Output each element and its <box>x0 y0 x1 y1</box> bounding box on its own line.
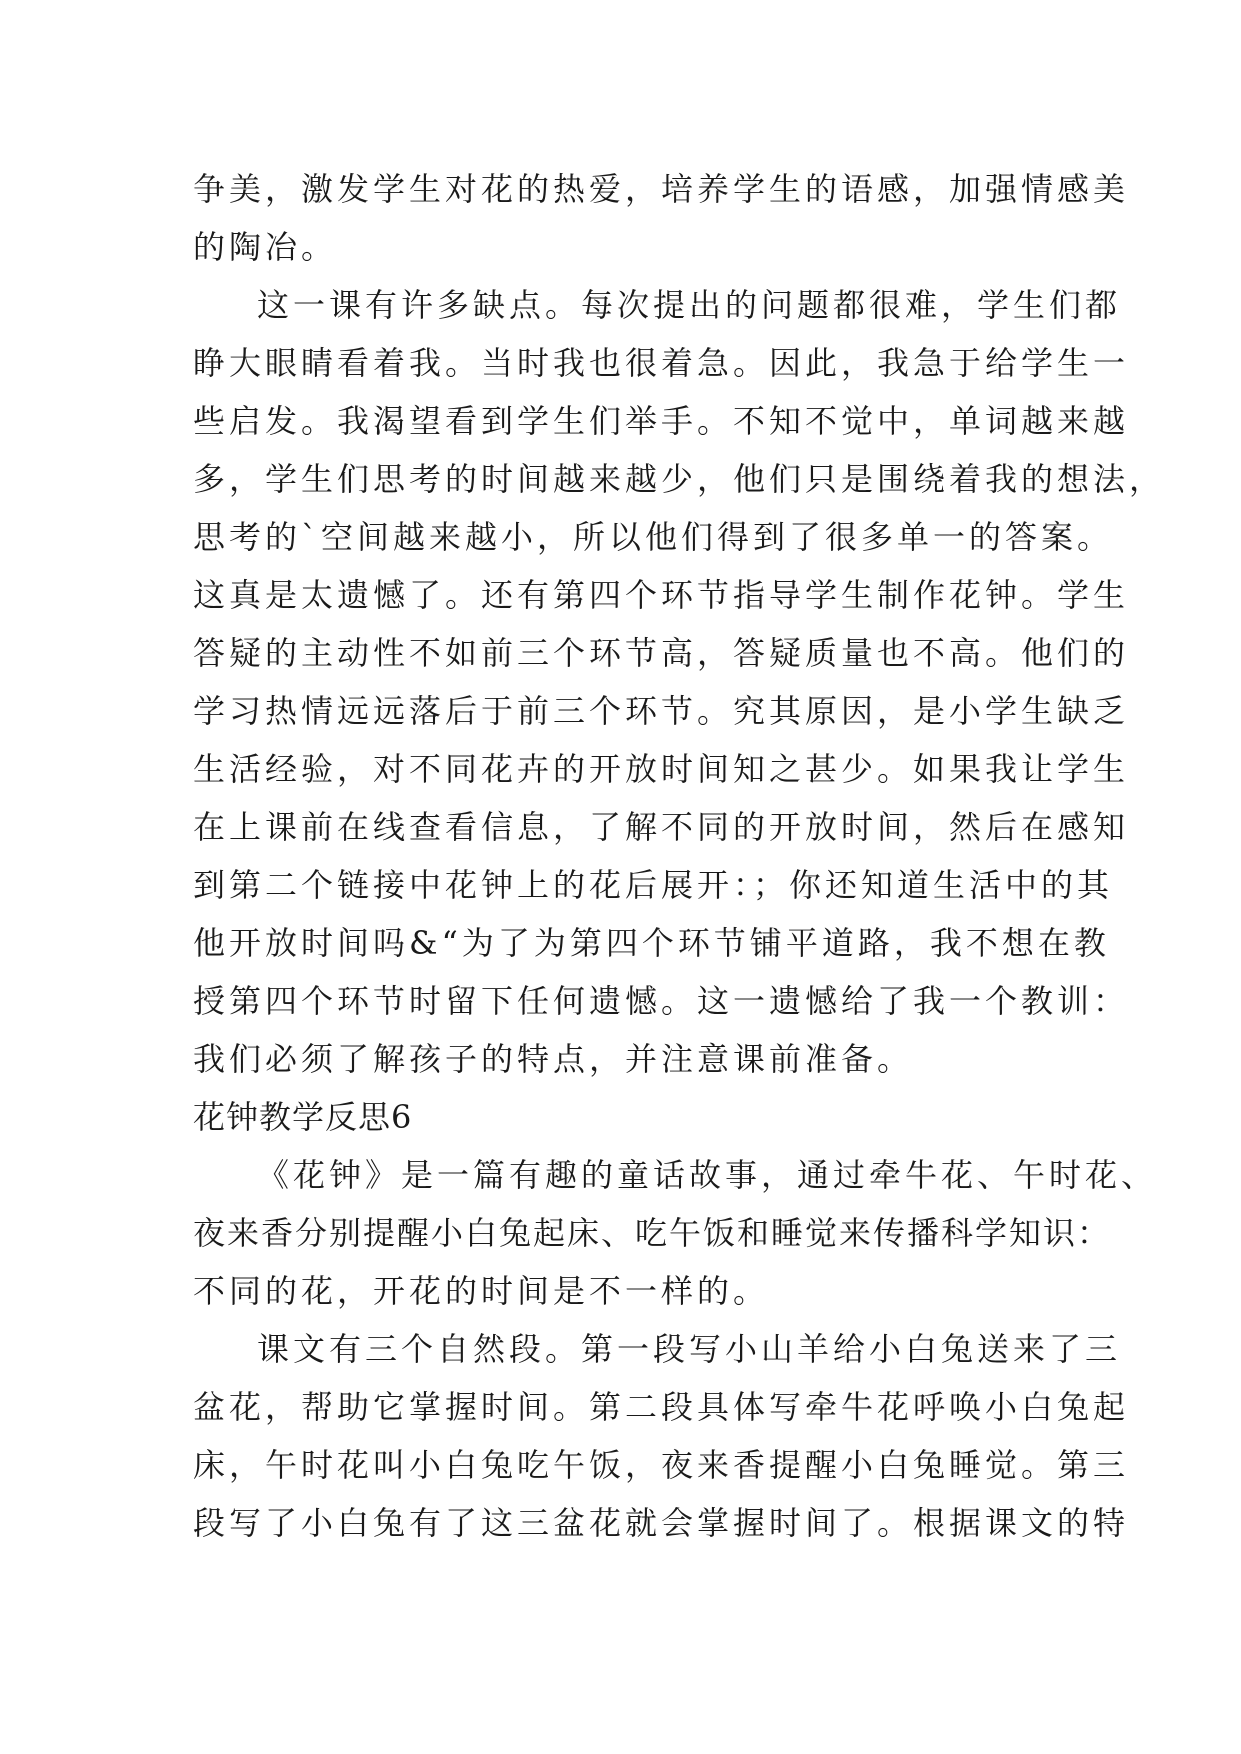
text-line: 睁大眼睛看着我。当时我也很着急。因此，我急于给学生一 <box>193 344 1130 382</box>
text-line: 在上课前在线查看信息，了解不同的开放时间，然后在感知 <box>193 808 1130 846</box>
text-line: 夜来香分别提醒小白兔起床、吃午饭和睡觉来传播科学知识： <box>193 1214 1112 1252</box>
text-line: 不同的花，开花的时间是不一样的。 <box>193 1272 770 1310</box>
text-line: 授第四个环节时留下任何遗憾。这一遗憾给了我一个教训： <box>193 982 1130 1020</box>
text-line: 这真是太遗憾了。还有第四个环节指导学生制作花钟。学生 <box>193 576 1130 614</box>
paragraph <box>193 1320 1130 1552</box>
text-line: 段写了小白兔有了这三盆花就会掌握时间了。根据课文的特 <box>193 1504 1130 1542</box>
text-line: 课文有三个自然段。第一段写小山羊给小白兔送来了三 <box>257 1330 1122 1368</box>
text-line: 多，学生们思考的时间越来越少，他们只是围绕着我的想法， <box>193 460 1166 498</box>
text-line: 争美，激发学生对花的热爱，培养学生的语感，加强情感美 <box>193 170 1130 208</box>
text-line: 些启发。我渴望看到学生们举手。不知不觉中，单词越来越 <box>193 402 1130 440</box>
document-page <box>193 160 1166 1552</box>
paragraph <box>193 160 1130 276</box>
section-heading: 花钟教学反思6 <box>193 1098 413 1136</box>
text-line: 《花钟》是一篇有趣的童话故事，通过牵牛花、午时花、 <box>257 1156 1158 1194</box>
text-line: 我们必须了解孩子的特点，并注意课前准备。 <box>193 1040 914 1078</box>
text-line: 盆花，帮助它掌握时间。第二段具体写牵牛花呼唤小白兔起 <box>193 1388 1130 1426</box>
text-line: 答疑的主动性不如前三个环节高，答疑质量也不高。他们的 <box>193 634 1130 672</box>
paragraph <box>193 1146 1158 1320</box>
text-line: 生活经验，对不同花卉的开放时间知之甚少。如果我让学生 <box>193 750 1130 788</box>
text-line: 这一课有许多缺点。每次提出的问题都很难，学生们都 <box>257 286 1122 324</box>
text-line: 他开放时间吗&“为了为第四个环节铺平道路，我不想在教 <box>193 924 1110 962</box>
text-line: 思考的`空间越来越小，所以他们得到了很多单一的答案。 <box>193 518 1114 556</box>
text-line: 学习热情远远落后于前三个环节。究其原因，是小学生缺乏 <box>193 692 1130 730</box>
text-line: 床，午时花叫小白兔吃午饭，夜来香提醒小白兔睡觉。第三 <box>193 1446 1130 1484</box>
text-line: 的陶冶。 <box>193 228 338 266</box>
text-line: 到第二个链接中花钟上的花后展开：；你还知道生活中的其 <box>193 866 1114 904</box>
paragraph <box>193 276 1166 1088</box>
